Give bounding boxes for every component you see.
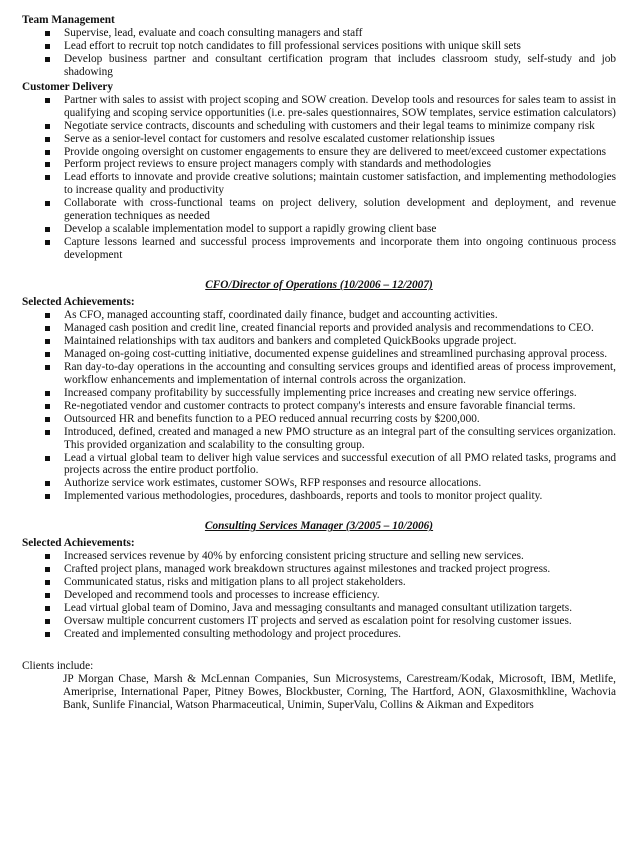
list-item [22,602,616,615]
list-item-text: As CFO, managed accounting staff, coordinated daily finance, budget and accounting activities. [64,309,498,322]
square-bullet-icon [45,404,50,409]
square-bullet-icon [45,150,50,155]
square-bullet-icon [45,494,50,499]
square-bullet-icon [45,619,50,624]
list-item-text: Increased company profitability by successfully implementing price increases and creating new service offerings. [64,386,577,399]
list-item-text: Partner with sales to assist with project scoping and SOW creation. Develop tools and resources for sales team to assist in qualifying and scoping service opportunities (i.e. pre-sales questionnaires, SOW templates, service estimation calculators) [64,93,616,119]
square-bullet-icon [45,339,50,344]
customer-delivery-list [22,94,616,262]
square-bullet-icon [45,580,50,585]
square-bullet-icon [45,313,50,318]
list-item [22,171,616,197]
square-bullet-icon [45,175,50,180]
square-bullet-icon [45,391,50,396]
square-bullet-icon [45,44,50,49]
square-bullet-icon [45,240,50,245]
list-item [22,628,616,641]
csm-role-section [22,520,616,641]
list-item-text: Managed cash position and credit line, created financial reports and provided analysis and recommendations to CEO. [64,321,594,334]
square-bullet-icon [45,201,50,206]
achievements-heading-csm: Selected Achievements: [22,537,135,550]
list-item [22,223,616,236]
list-item-text: Maintained relationships with tax auditors and bankers and completed QuickBooks upgrade project. [64,334,517,347]
list-item [22,550,616,563]
list-item [22,615,616,628]
list-item [22,53,616,79]
cfo-achievements-list [22,309,616,503]
list-item-text: Collaborate with cross-functional teams on project delivery, solution development and deployment, and revenue generation techniques as needed [64,197,616,223]
list-item-text: Negotiate service contracts, discounts and scheduling with customers and their legal teams to minimize company risk [64,119,595,132]
list-item-text: Serve as a senior-level contact for customers and resolve escalated customer relationship issues [64,132,495,145]
square-bullet-icon [45,554,50,559]
list-item-text: Created and implemented consulting methodology and project procedures. [64,627,401,640]
list-item [22,387,616,400]
square-bullet-icon [45,417,50,422]
square-bullet-icon [45,606,50,611]
square-bullet-icon [45,98,50,103]
list-item-text: Authorize service work estimates, customer SOWs, RFP responses and resource allocations. [64,477,482,490]
list-item [22,426,616,452]
job-title-cfo: CFO/Director of Operations (10/2006 – 12/2007) [205,279,433,292]
csm-achievements-list [22,550,616,641]
team-management-section [22,14,616,79]
list-item-text: Developed and recommend tools and processes to increase efficiency. [64,589,380,602]
square-bullet-icon [45,632,50,637]
list-item-text: Re-negotiated vendor and customer contracts to protect company's interests and ensure favorable financial terms. [64,399,576,412]
square-bullet-icon [45,365,50,370]
list-item-text: Implemented various methodologies, procedures, dashboards, reports and tools to monitor project quality. [64,490,543,503]
list-item [22,146,616,159]
list-item [22,335,616,348]
list-item-text: Lead efforts to innovate and provide creative solutions; maintain customer satisfaction, and implementing methodologies to increase quality and productivity [64,171,616,197]
list-item-text: Lead a virtual global team to deliver high value services and successful execution of all PMO related tasks, programs and projects across the entire product portfolio. [64,451,616,477]
clients-list-text: JP Morgan Chase, Marsh & McLennan Companies, Sun Microsystems, Carestream/Kodak, Microsoft, IBM, Metlife, Ameriprise, International Paper, Pitney Bowes, Blockbuster, Corning, The Hartford, AON, Glaxosmithkline, Wachovia Bank, Sunlife Financial, Watson Pharmaceutical, Unimin, SuperValu, Collins & Aikman and Expeditors [63,672,616,711]
list-item [22,236,616,262]
section-heading-customer-delivery: Customer Delivery [22,80,114,93]
team-management-list [22,27,616,79]
square-bullet-icon [45,31,50,36]
square-bullet-icon [45,567,50,572]
achievements-heading-cfo: Selected Achievements: [22,296,135,309]
list-item-text: Outsourced HR and benefits function to a PEO reduced annual recurring costs by $200,000. [64,412,480,425]
list-item [22,27,616,40]
square-bullet-icon [45,593,50,598]
list-item-text: Lead virtual global team of Domino, Java and messaging consultants and managed consultant utilization targets. [64,602,573,615]
list-item-text: Develop business partner and consultant certification program that includes classroom study, self-study and job shadowing [64,52,616,78]
list-item [22,452,616,478]
square-bullet-icon [45,352,50,357]
list-item [22,309,616,322]
list-item [22,348,616,361]
list-item [22,158,616,171]
square-bullet-icon [45,430,50,435]
list-item [22,563,616,576]
square-bullet-icon [45,456,50,461]
list-item-text: Communicated status, risks and mitigation plans to all project stakeholders. [64,576,406,589]
list-item [22,322,616,335]
square-bullet-icon [45,57,50,62]
list-item-text: Develop a scalable implementation model to support a rapidly growing client base [64,223,437,236]
square-bullet-icon [45,326,50,331]
square-bullet-icon [45,227,50,232]
list-item [22,197,616,223]
list-item [22,576,616,589]
list-item [22,413,616,426]
cfo-role-section [22,279,616,503]
list-item [22,477,616,490]
resume-page [22,14,616,712]
list-item-text: Perform project reviews to ensure project managers comply with standards and methodologies [64,158,491,171]
list-item [22,361,616,387]
clients-section [22,660,616,712]
section-heading-team-management: Team Management [22,14,115,26]
list-item-text: Oversaw multiple concurrent customers IT projects and served as escalation point for resolving customer issues. [64,614,572,627]
list-item-text: Managed on-going cost-cutting initiative, documented expense guidelines and streamlined purchasing approval process. [64,347,608,360]
clients-label: Clients include: [22,659,94,672]
list-item-text: Introduced, defined, created and managed a new PMO structure as an integral part of the consulting services organization. This provided organization and scalability to the consulting group. [64,425,616,451]
square-bullet-icon [45,162,50,167]
customer-delivery-section [22,81,616,262]
square-bullet-icon [45,137,50,142]
list-item [22,589,616,602]
job-title-consulting-manager: Consulting Services Manager (3/2005 – 10/2006) [204,520,434,533]
list-item [22,120,616,133]
list-item-text: Ran day-to-day operations in the accounting and consulting services groups and identified areas of process improvement, workflow enhancements and implementation of internal controls across the organization. [64,360,616,386]
list-item [22,133,616,146]
list-item [22,400,616,413]
list-item [22,94,616,120]
square-bullet-icon [45,124,50,129]
list-item [22,490,616,503]
list-item-text: Lead effort to recruit top notch candidates to fill professional services positions with unique skill sets [64,39,521,52]
list-item-text: Provide ongoing oversight on customer engagements to ensure they are delivered to meet/exceed customer expectations [64,145,607,158]
list-item-text: Crafted project plans, managed work breakdown structures against milestones and tracked project progress. [64,563,551,576]
square-bullet-icon [45,481,50,486]
list-item-text: Supervise, lead, evaluate and coach consulting managers and staff [64,26,363,39]
list-item-text: Increased services revenue by 40% by enforcing consistent pricing structure and selling new services. [64,550,524,563]
list-item-text: Capture lessons learned and successful process improvements and incorporate them into ongoing continuous process development [64,236,616,262]
list-item [22,40,616,53]
